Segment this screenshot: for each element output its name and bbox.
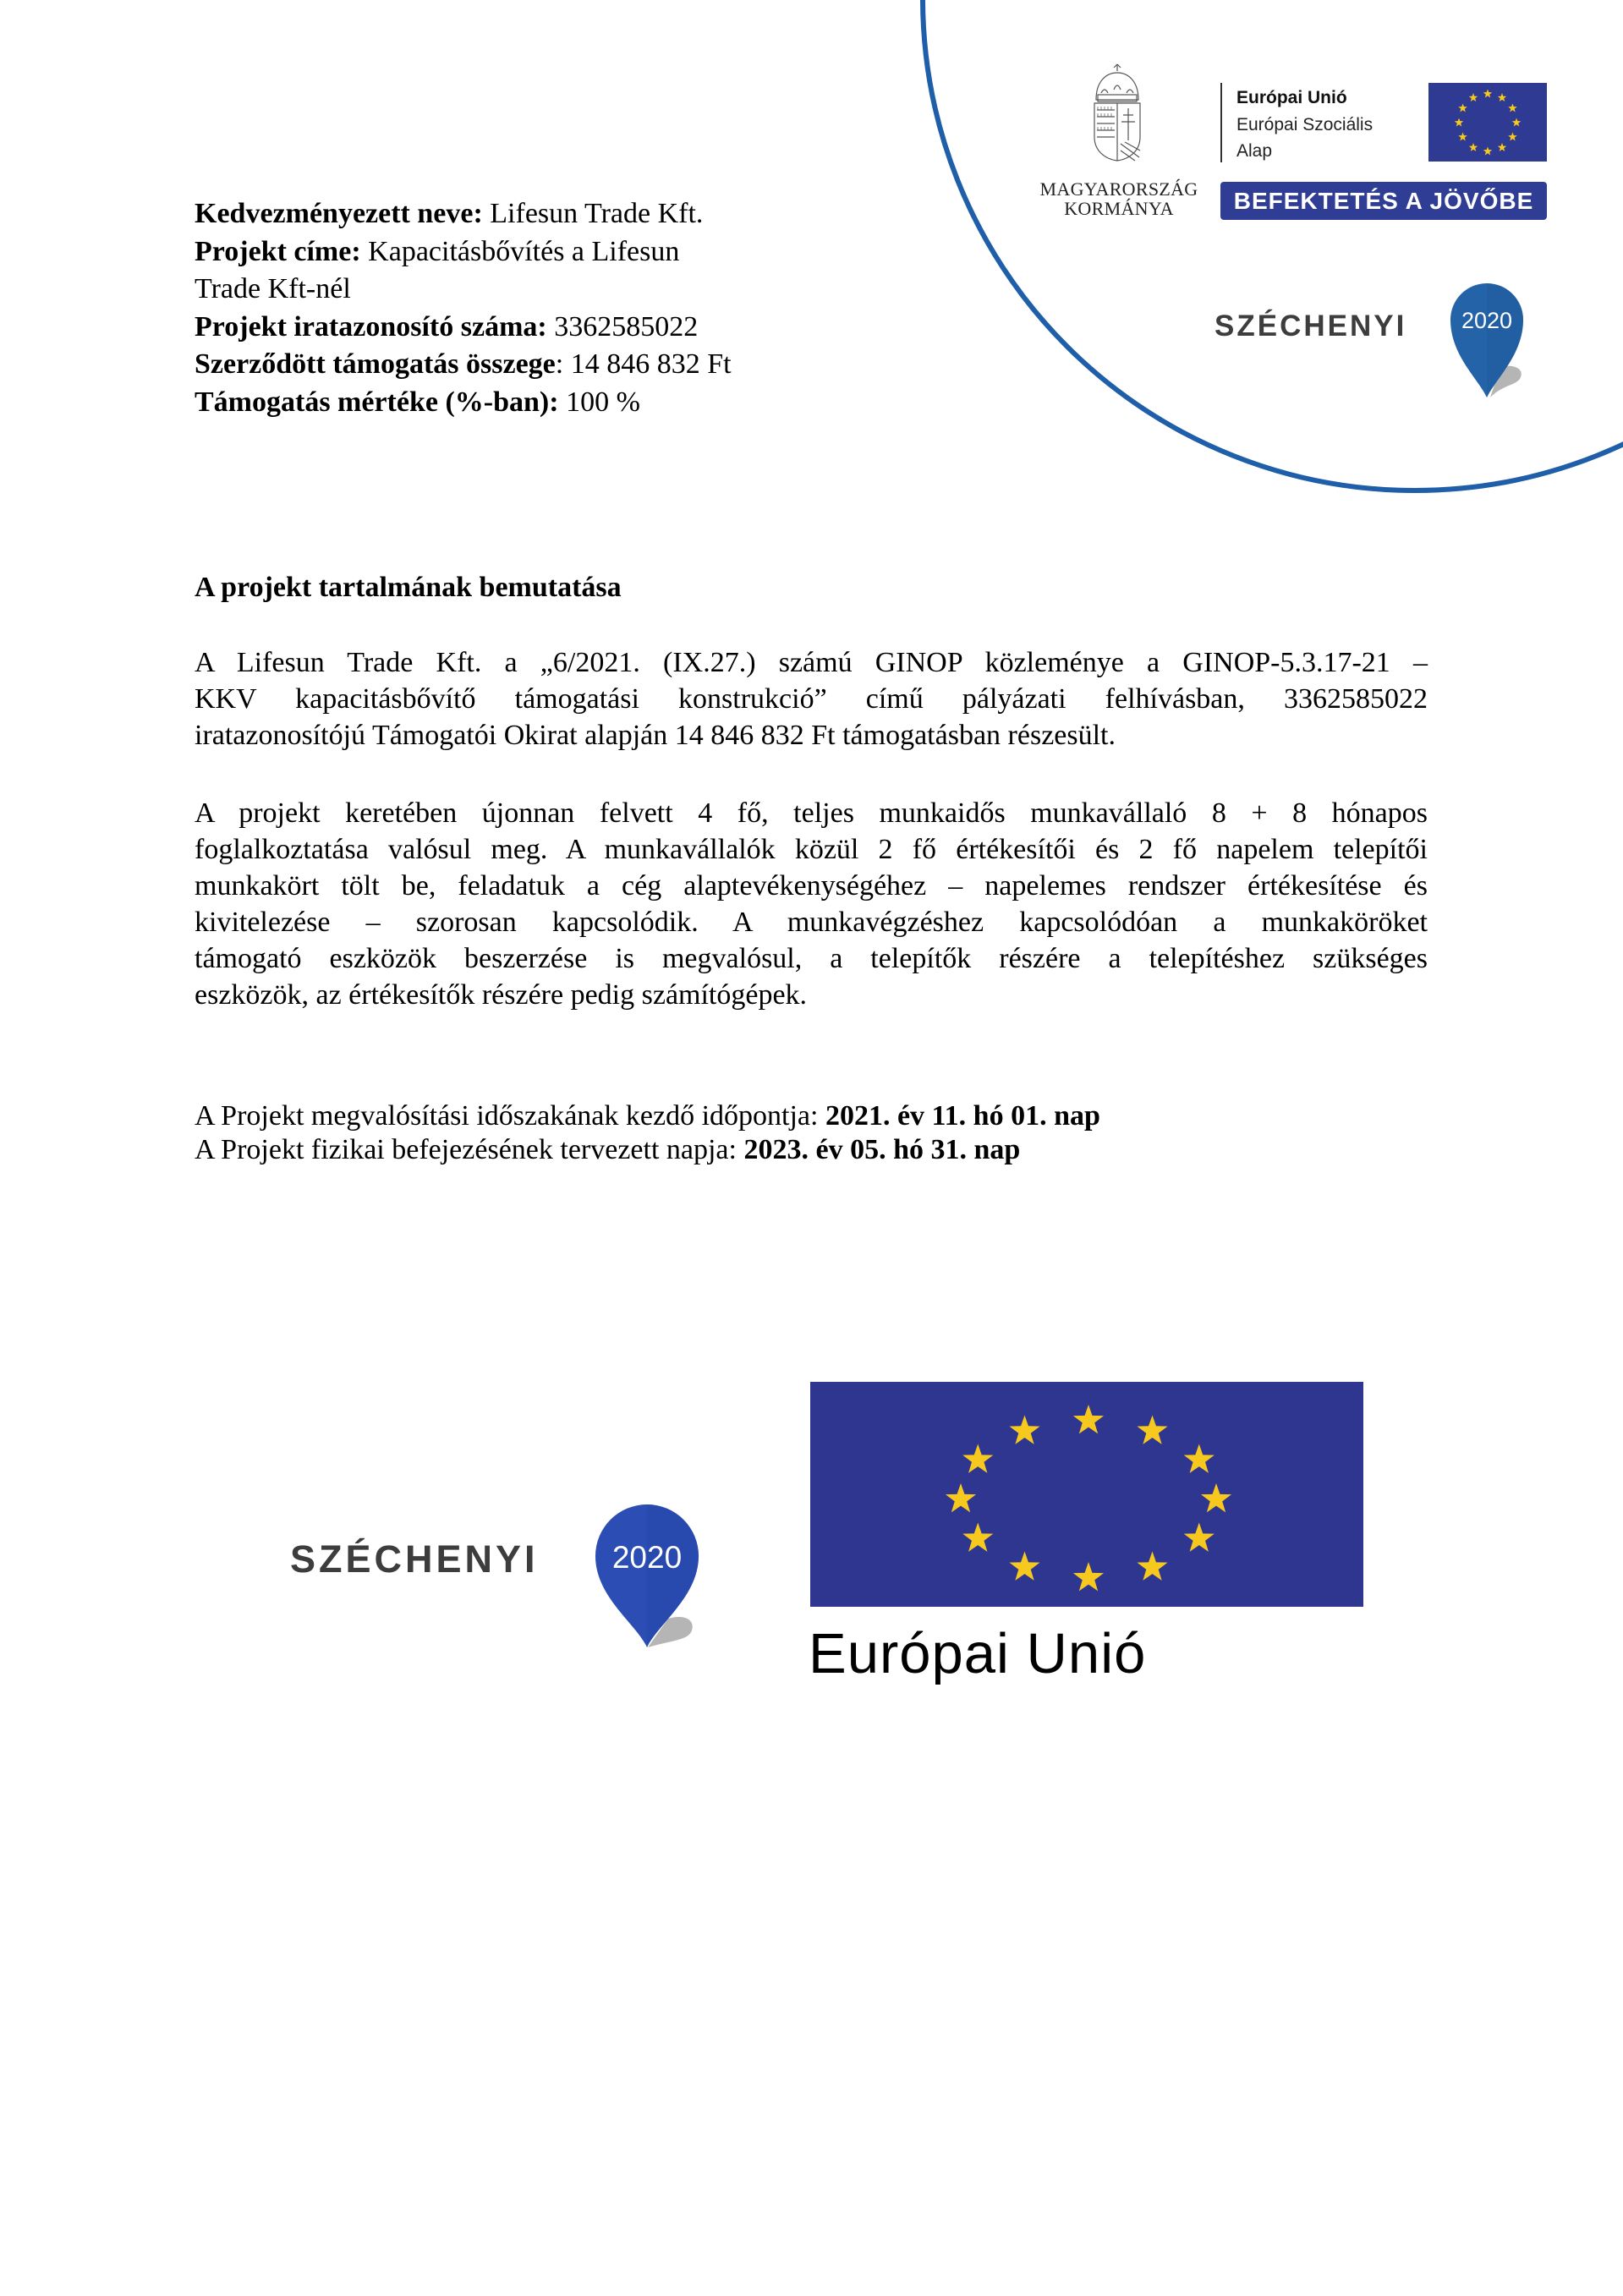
project-title-row-cont xyxy=(195,271,837,309)
paragraph-line: eszközök, az értékesítők részére pedig számítógépek. xyxy=(195,979,808,1011)
szechenyi-pin-top-icon xyxy=(1448,279,1533,402)
paragraph-line: kivitelezése – szorosan kapcsolódik. A munkavégzéshez kapcsolódóan a munkaköröket xyxy=(195,907,1428,938)
grant-amount-row xyxy=(195,346,837,384)
paragraph-project-content xyxy=(195,795,1428,1013)
beneficiary-row xyxy=(195,195,837,233)
eu-fund-label xyxy=(1236,85,1373,165)
paragraph-line: foglalkoztatása valósul meg. A munkavállalók közül 2 fő értékesítői és 2 fő napelem telepítői xyxy=(195,834,1428,865)
grant-rate-row xyxy=(195,384,837,422)
project-info xyxy=(195,195,837,421)
project-title-row xyxy=(195,233,837,271)
paragraph-line: munkakört tölt be, feladatuk a cég alaptevékenységéhez – napelemes rendszer értékesítése és xyxy=(195,870,1428,901)
szechenyi-year-top: 2020 xyxy=(1461,308,1513,333)
beneficiary-value: Lifesun Trade Kft. xyxy=(490,198,704,229)
eu-fund-line2: Európai Szociális xyxy=(1236,114,1374,134)
project-dates xyxy=(195,1099,1100,1167)
project-title-label: Projekt címe: xyxy=(195,235,361,267)
invest-slogan-badge: BEFEKTETÉS A JÖVŐBE xyxy=(1220,182,1547,220)
eu-flag-caption: Európai Unió xyxy=(809,1622,1147,1685)
section-heading: A projekt tartalmának bemutatása xyxy=(195,572,622,603)
paragraph-line: támogató eszközök beszerzése is megvalósul, a telepítők részére a telepítéshez szükséges xyxy=(195,943,1428,974)
grant-amount-label: Szerződött támogatás összege xyxy=(195,348,556,380)
szechenyi-year-bottom: 2020 xyxy=(611,1540,683,1575)
eu-fund-title: Európai Unió xyxy=(1236,88,1347,107)
grant-amount-value: : 14 846 832 Ft xyxy=(555,348,732,380)
start-date-row xyxy=(195,1099,1100,1133)
paragraph-line: A projekt keretében újonnan felvett 4 fő, teljes munkaidős munkavállaló 8 + 8 hónapos xyxy=(195,797,1428,829)
project-id-value: 3362585022 xyxy=(554,310,699,342)
project-id-label: Projekt iratazonosító száma: xyxy=(195,310,547,342)
logo-divider xyxy=(1220,83,1222,162)
government-name xyxy=(1034,179,1204,218)
government-name-line2: KORMÁNYA xyxy=(1064,198,1174,219)
grant-rate-label: Támogatás mértéke (%-ban): xyxy=(195,386,559,418)
szechenyi-pin-bottom-icon xyxy=(592,1502,710,1651)
beneficiary-label: Kedvezményezett neve: xyxy=(195,198,483,229)
paragraph-grant-description xyxy=(195,644,1428,753)
hungarian-coat-of-arms-icon xyxy=(1091,63,1143,162)
szechenyi-wordmark-top: SZÉCHENYI xyxy=(1215,310,1407,342)
end-date-row xyxy=(195,1133,1100,1167)
start-date-value: 2021. év 11. hó 01. nap xyxy=(825,1100,1100,1132)
eu-flag-small-icon xyxy=(1428,83,1547,162)
end-date-label: A Projekt fizikai befejezésének tervezett napja: xyxy=(195,1134,744,1165)
project-id-row xyxy=(195,309,837,347)
paragraph-line: iratazonosítójú Támogatói Okirat alapján 14 846 832 Ft támogatásban részesült. xyxy=(195,720,1116,751)
end-date-value: 2023. év 05. hó 31. nap xyxy=(743,1134,1021,1165)
government-name-line1: MAGYARORSZÁG xyxy=(1039,178,1198,200)
eu-fund-line3: Alap xyxy=(1236,141,1273,161)
project-title-value: Kapacitásbővítés a Lifesun xyxy=(368,235,680,267)
paragraph-line: KKV kapacitásbővítő támogatási konstrukció” című pályázati felhívásban, 3362585022 xyxy=(195,683,1428,715)
start-date-label: A Projekt megvalósítási időszakának kezdő időpontja: xyxy=(195,1100,825,1132)
grant-rate-value: 100 % xyxy=(566,386,640,418)
project-title-value-cont: Trade Kft-nél xyxy=(195,273,351,304)
szechenyi-wordmark-bottom: SZÉCHENYI xyxy=(290,1537,539,1581)
paragraph-line: A Lifesun Trade Kft. a „6/2021. (IX.27.) számú GINOP közleménye a GINOP-5.3.17-21 – xyxy=(195,647,1428,678)
eu-flag-large-icon xyxy=(810,1382,1363,1607)
